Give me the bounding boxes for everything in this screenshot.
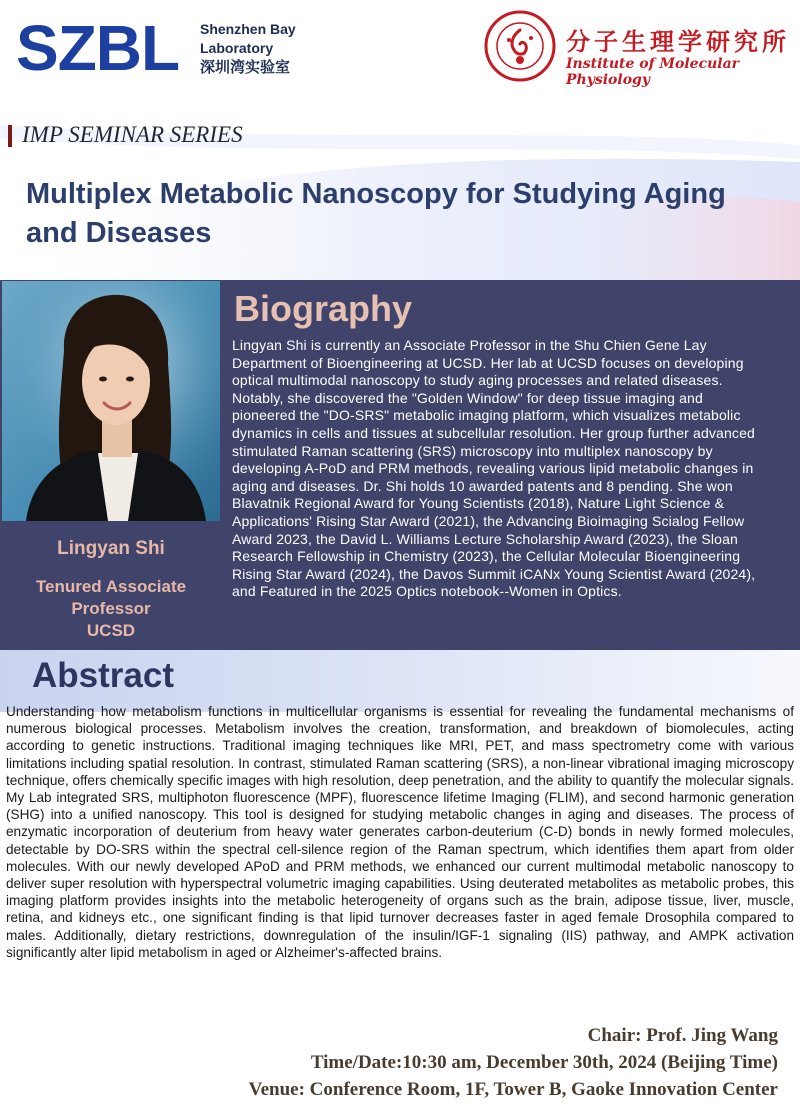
speaker-photo [2, 281, 220, 521]
time-line: Time/Date:10:30 am, December 30th, 2024 (Beijing Time) [310, 1052, 778, 1073]
biography-heading: Biography [234, 288, 413, 329]
szbl-name-line2: Laboratory [200, 40, 274, 56]
event-details [249, 1022, 778, 1103]
szbl-logo [16, 14, 306, 82]
series-accent-bar [8, 125, 12, 147]
szbl-name [200, 20, 296, 77]
speaker-title [0, 576, 222, 642]
speaker-affiliation: UCSD [86, 621, 136, 640]
szbl-name-cn: 深圳湾实验室 [200, 59, 291, 76]
molecular-physiology-seal-icon [484, 10, 556, 82]
szbl-wordmark: SZBL [16, 12, 180, 84]
biography-text: Lingyan Shi is currently an Associate Professor in the Shu Chien Gene Lay Department of Bioengineering at UCSD. Her lab at UCSD focuses on developing optical multimodal nanoscopy to study aging processes and related diseases. Notably, she discovered the "Golden Window" for deep tissue imaging and pioneered the "DO-SRS" metabolic imaging platform, which visualizes metabolic dynamics in cells and tissues at subcellular resolution. Her group further advanced stimulated Raman scattering (SRS) microscopy into multiplex nanoscopy by developing A-PoD and PRM methods, revealing various lipid metabolic changes in aging and diseases. Dr. Shi holds 10 awarded patents and 8 pending. She won Blavatnik Regional Award for Young Scientists (2018), Nature Light Science & Applications' Rising Star Award (2021), the Advancing Bioimaging Scialog Fellow Award 2023, the David L. Williams Lecture Scholarship Award (2023), the Sloan Research Fellowship in Chemistry (2023), the Cellular Molecular Bioengineering Rising Star Award (2024), the Davos Summit iCANx Young Scientist Award (2024), and Featured in the 2025 Optics notebook--Women in Optics. [232, 337, 756, 600]
speaker-name: Lingyan Shi [57, 538, 165, 559]
abstract-text: Understanding how metabolism functions in multicellular organisms is essential for revealing the fundamental mechanisms of numerous biological processes. Metabolism involves the creation, transformation, and breakdown of biomolecules, acting according to genetic instructions. Traditional imaging techniques like MRI, PET, and mass spectrometry come with various limitations including spatial resolution. In contrast, stimulated Raman scattering (SRS), a non-linear vibrational imaging microscopy technique, offers chemically specific images with high resolution, deep penetration, and the ability to quantify the molecular signals. My Lab integrated SRS, multiphoton fluorescence (MPF), fluorescence lifetime Imaging (FLIM), and second harmonic generation (SHG) into a unified nanoscopy. This tool is designed for studying metabolic changes in aging and diseases. The process of enzymatic incorporation of deuterium from heavy water generates carbon-deuterium (C-D) bonds in newly formed molecules, detectable by DO-SRS within the spectral cell-silence region of the Raman spectrum, which identifies them apart from older molecules. With our newly developed APoD and PRM methods, we enhanced our current multimodal metabolic nanoscopy to deliver super resolution with hyperspectral volumetric imaging capabilities. Using deuterated metabolites as metabolic probes, this imaging platform provides insights into the metabolic heterogeneity of organs such as the brain, adipose tissue, liver, muscle, retina, and kidneys etc., one significant finding is that lipid turnover decreases faster in aged female Drosophila compared to males. Additionally, dietary restrictions, downregulation of the insulin/IGF-1 signaling (IIS) pathway, and AMPK activation significantly alter lipid metabolism in aged or Alzheimer's-affected brains. [6, 704, 794, 960]
speaker-title-line1: Tenured Associate [35, 577, 187, 596]
chair-line: Chair: Prof. Jing Wang [587, 1025, 778, 1046]
szbl-name-line1: Shenzhen Bay [200, 21, 296, 37]
speaker-title-line2: Professor [71, 599, 151, 618]
series-text: IMP SEMINAR SERIES [22, 122, 243, 147]
imp-name-en: Institute of Molecular Physiology [566, 56, 740, 88]
venue-line: Venue: Conference Room, 1F, Tower B, Gaoke Innovation Center [248, 1079, 778, 1100]
imp-name-cn: 分子生理学研究所 [566, 27, 790, 56]
talk-title: Multiplex Metabolic Nanoscopy for Studying Aging and Diseases [26, 178, 726, 249]
abstract-heading: Abstract [32, 656, 174, 695]
imp-logo [484, 10, 790, 88]
